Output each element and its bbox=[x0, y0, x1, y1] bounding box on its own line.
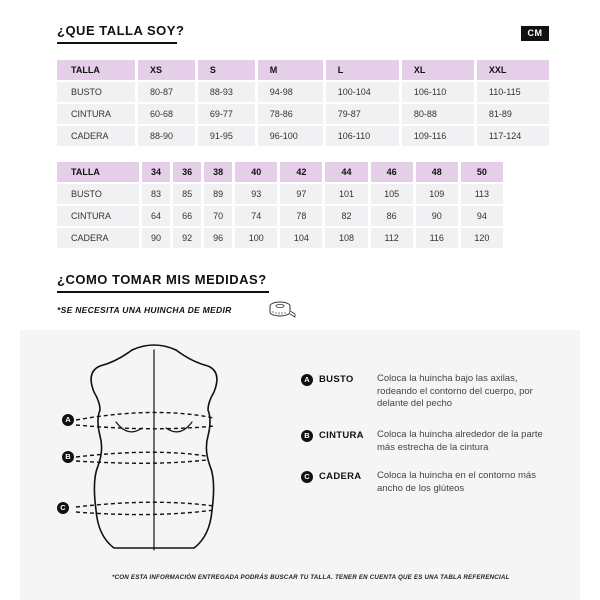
marker-c-icon: C bbox=[57, 502, 69, 514]
table-cell: 90 bbox=[416, 206, 458, 226]
unit-badge: CM bbox=[521, 26, 549, 41]
table-header-row bbox=[57, 162, 503, 182]
table-cell: 82 bbox=[325, 206, 367, 226]
header-cell: 46 bbox=[371, 162, 413, 182]
table-cell: 60-68 bbox=[138, 104, 195, 124]
size-table-numbers bbox=[54, 160, 506, 250]
table-cell: 66 bbox=[173, 206, 201, 226]
hip-description: Coloca la huincha en el contorno más ancho de los glúteos bbox=[377, 470, 536, 494]
header-cell: M bbox=[258, 60, 323, 80]
table-cell: 101 bbox=[325, 184, 367, 204]
bust-description: Coloca la huincha bajo las axilas, rodeando el contorno del cuerpo, por delante del pecho bbox=[377, 373, 533, 409]
table-cell: 104 bbox=[280, 228, 322, 248]
table-cell: 64 bbox=[142, 206, 170, 226]
table-cell: 69-77 bbox=[198, 104, 255, 124]
marker-b-icon: B bbox=[62, 451, 74, 463]
table-cell: 79-87 bbox=[326, 104, 399, 124]
header-cell: 48 bbox=[416, 162, 458, 182]
table-cell: BUSTO bbox=[57, 82, 135, 102]
table-cell: 106-110 bbox=[326, 126, 399, 146]
table-cell: 94 bbox=[461, 206, 503, 226]
tape-required-note: *SE NECESITA UNA HUINCHA DE MEDIR bbox=[57, 305, 232, 315]
table-cell: 83 bbox=[142, 184, 170, 204]
table-row bbox=[57, 228, 503, 248]
table-row bbox=[57, 104, 549, 124]
header-cell: S bbox=[198, 60, 255, 80]
table-cell: BUSTO bbox=[57, 184, 139, 204]
header-cell: 44 bbox=[325, 162, 367, 182]
table-cell: 70 bbox=[204, 206, 232, 226]
table-cell: CADERA bbox=[57, 228, 139, 248]
table-cell: 97 bbox=[280, 184, 322, 204]
table-row bbox=[57, 184, 503, 204]
table-cell: 93 bbox=[235, 184, 277, 204]
table-cell: 110-115 bbox=[477, 82, 549, 102]
table-cell: 100 bbox=[235, 228, 277, 248]
table-cell: 85 bbox=[173, 184, 201, 204]
marker-a-icon: A bbox=[62, 414, 74, 426]
table-cell: 80-87 bbox=[138, 82, 195, 102]
header-cell: XXL bbox=[477, 60, 549, 80]
table-header-row bbox=[57, 60, 549, 80]
header-cell: 36 bbox=[173, 162, 201, 182]
header-cell: L bbox=[326, 60, 399, 80]
header-cell: 38 bbox=[204, 162, 232, 182]
header-cell: 40 bbox=[235, 162, 277, 182]
header-cell: TALLA bbox=[57, 60, 135, 80]
table-cell: CINTURA bbox=[57, 104, 135, 124]
header-cell: 50 bbox=[461, 162, 503, 182]
measuring-tape-icon bbox=[268, 299, 296, 319]
size-chart-title: ¿QUE TALLA SOY? bbox=[57, 23, 185, 38]
table-row bbox=[57, 206, 503, 226]
measure-section-title: ¿COMO TOMAR MIS MEDIDAS? bbox=[57, 272, 267, 287]
table-cell: 86 bbox=[371, 206, 413, 226]
table-cell: 78 bbox=[280, 206, 322, 226]
table-cell: 88-90 bbox=[138, 126, 195, 146]
table-cell: 89 bbox=[204, 184, 232, 204]
footer-disclaimer: *CON ESTA INFORMACIÓN ENTREGADA PODRÁS BUSCAR TU TALLA. TENER EN CUENTA QUE ES UNA TABLA REFERENCIAL bbox=[112, 574, 510, 581]
header-cell: 34 bbox=[142, 162, 170, 182]
table-cell: 88-93 bbox=[198, 82, 255, 102]
table-cell: 80-88 bbox=[402, 104, 474, 124]
table-cell: 112 bbox=[371, 228, 413, 248]
table-cell: 116 bbox=[416, 228, 458, 248]
header-cell: XS bbox=[138, 60, 195, 80]
header-cell: 42 bbox=[280, 162, 322, 182]
table-row bbox=[57, 126, 549, 146]
header-cell: XL bbox=[402, 60, 474, 80]
table-cell: 100-104 bbox=[326, 82, 399, 102]
table-cell: 109-116 bbox=[402, 126, 474, 146]
legend-a-icon: A bbox=[301, 374, 313, 386]
table-cell: CADERA bbox=[57, 126, 135, 146]
table-cell: 94-98 bbox=[258, 82, 323, 102]
table-cell: 92 bbox=[173, 228, 201, 248]
table-cell: 108 bbox=[325, 228, 367, 248]
legend-b-icon: B bbox=[301, 430, 313, 442]
table-cell: 109 bbox=[416, 184, 458, 204]
table-cell: 78-86 bbox=[258, 104, 323, 124]
legend-c-icon: C bbox=[301, 471, 313, 483]
table-cell: 113 bbox=[461, 184, 503, 204]
size-table-letters bbox=[54, 58, 552, 148]
table-cell: 74 bbox=[235, 206, 277, 226]
mannequin-torso-illustration bbox=[56, 340, 256, 555]
title-underline bbox=[57, 42, 177, 44]
bust-label: BUSTO bbox=[319, 374, 354, 385]
table-cell: 90 bbox=[142, 228, 170, 248]
table-row bbox=[57, 82, 549, 102]
header-cell: TALLA bbox=[57, 162, 139, 182]
table-cell: 105 bbox=[371, 184, 413, 204]
table-cell: CINTURA bbox=[57, 206, 139, 226]
table-cell: 117-124 bbox=[477, 126, 549, 146]
table-cell: 81-89 bbox=[477, 104, 549, 124]
title-underline bbox=[57, 291, 269, 293]
table-cell: 96-100 bbox=[258, 126, 323, 146]
table-cell: 120 bbox=[461, 228, 503, 248]
hip-label: CADERA bbox=[319, 471, 362, 482]
table-cell: 91-95 bbox=[198, 126, 255, 146]
table-cell: 106-110 bbox=[402, 82, 474, 102]
waist-label: CINTURA bbox=[319, 430, 364, 441]
table-cell: 96 bbox=[204, 228, 232, 248]
waist-description: Coloca la huincha alrededor de la parte más estrecha de la cintura bbox=[377, 429, 543, 453]
